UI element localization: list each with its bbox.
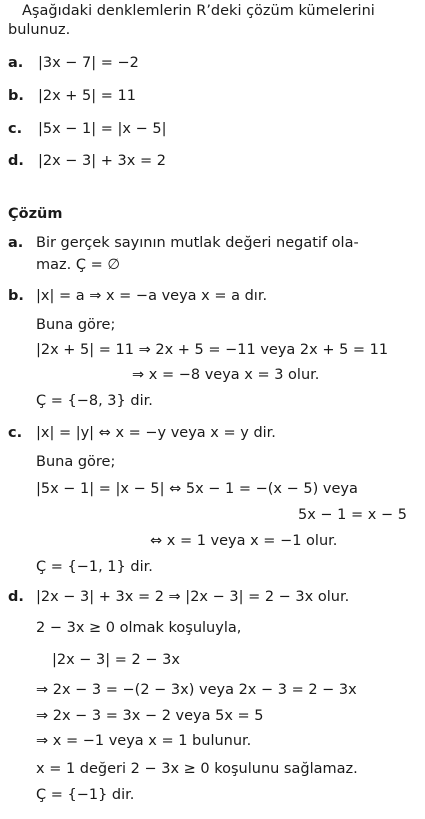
problem-a-equation: |3x − 7| = −2: [38, 55, 139, 71]
solution-b-line1: |x| = a ⇒ x = −a veya x = a dır.: [36, 288, 268, 304]
solution-c-line6: Ç = {−1, 1} dir.: [36, 559, 153, 575]
solution-b-label: b.: [8, 288, 24, 304]
solution-d-label: d.: [8, 589, 24, 605]
solution-c-line2: Buna göre;: [36, 454, 116, 470]
solution-c-label: c.: [8, 425, 23, 441]
solution-heading: Çözüm: [8, 206, 63, 222]
solution-a-line1: Bir gerçek sayının mutlak değeri negatif ola-: [36, 235, 359, 251]
problem-c-equation: |5x − 1| = |x − 5|: [38, 121, 167, 137]
solution-c-line5: ⇔ x = 1 veya x = −1 olur.: [150, 533, 338, 549]
solution-d-line4: ⇒ 2x − 3 = −(2 − 3x) veya 2x − 3 = 2 − 3x: [36, 682, 357, 698]
solution-d-line7: x = 1 değeri 2 − 3x ≥ 0 koşulunu sağlamaz.: [36, 761, 358, 777]
solution-b-line4: ⇒ x = −8 veya x = 3 olur.: [132, 367, 320, 383]
solution-d-line6: ⇒ x = −1 veya x = 1 bulunur.: [36, 733, 252, 749]
solution-c-line4: 5x − 1 = x − 5: [298, 507, 407, 523]
solution-b-line3: |2x + 5| = 11 ⇒ 2x + 5 = −11 veya 2x + 5 = 11: [36, 342, 389, 358]
solution-c-line1: |x| = |y| ⇔ x = −y veya x = y dir.: [36, 425, 276, 441]
problem-d-label: d.: [8, 153, 24, 169]
solution-d-line1: |2x − 3| + 3x = 2 ⇒ |2x − 3| = 2 − 3x olur.: [36, 589, 350, 605]
problem-c-label: c.: [8, 121, 23, 137]
solution-b-line2: Buna göre;: [36, 317, 116, 333]
solution-d-line8: Ç = {−1} dir.: [36, 787, 135, 803]
solution-d-line3: |2x − 3| = 2 − 3x: [52, 652, 180, 668]
problem-b-equation: |2x + 5| = 11: [38, 88, 136, 104]
solution-c-line3: |5x − 1| = |x − 5| ⇔ 5x − 1 = −(x − 5) veya: [36, 481, 358, 497]
problem-d-equation: |2x − 3| + 3x = 2: [38, 153, 166, 169]
solution-b-line5: Ç = {−8, 3} dir.: [36, 393, 153, 409]
problem-intro-line1: Aşağıdaki denklemlerin R’deki çözüm kümelerini: [22, 3, 375, 19]
solution-a-label: a.: [8, 235, 24, 251]
problem-a-label: a.: [8, 55, 24, 71]
solution-a-line2: maz. Ç = ∅: [36, 257, 120, 273]
problem-intro-line2: bulunuz.: [8, 22, 71, 38]
solution-d-line5: ⇒ 2x − 3 = 3x − 2 veya 5x = 5: [36, 708, 264, 724]
problem-b-label: b.: [8, 88, 24, 104]
solution-d-line2: 2 − 3x ≥ 0 olmak koşuluyla,: [36, 620, 242, 636]
